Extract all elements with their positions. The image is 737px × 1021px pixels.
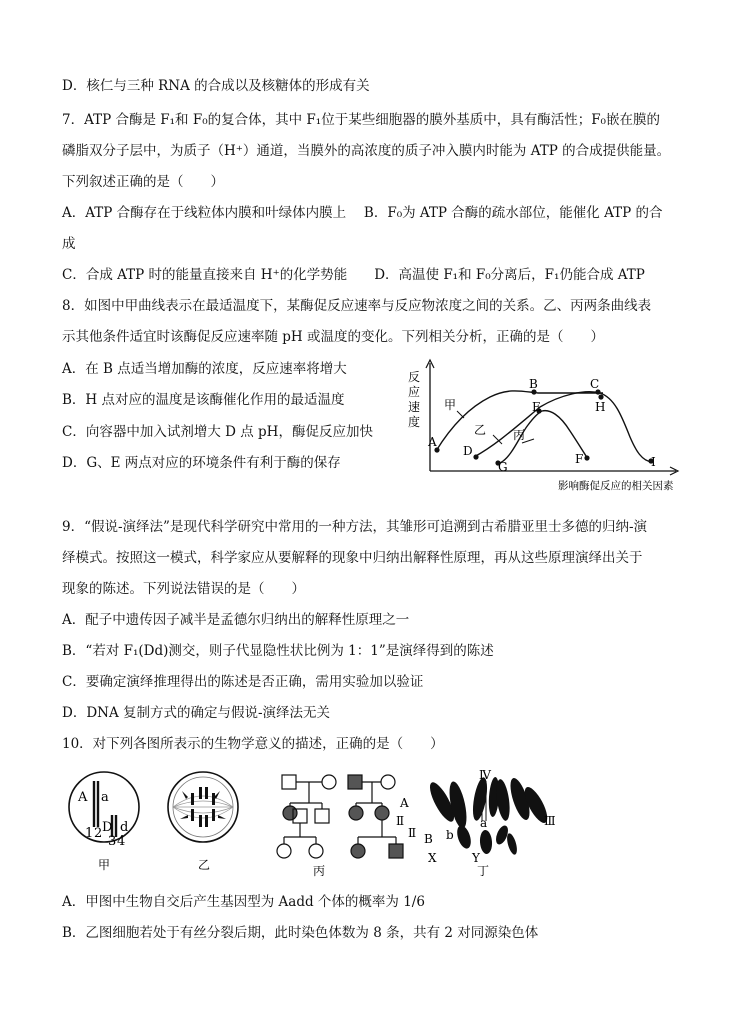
q10-option-b: B．乙图细胞若处于有丝分裂后期，此时染色体数为 8 条，共有 2 对同源染色体	[62, 925, 539, 941]
pedigree-affected-female	[283, 806, 297, 820]
y-label-char: 速	[408, 400, 421, 414]
allele-label: a	[101, 790, 109, 805]
pedigree-affected-female	[375, 806, 389, 820]
pedigree-affected-female	[349, 806, 363, 820]
pedigree-female	[381, 775, 395, 789]
point-d-dot	[473, 454, 478, 459]
y-label-char: 度	[408, 415, 421, 429]
point-label-d: D	[463, 444, 473, 458]
figure-caption-bing: 丙	[313, 864, 326, 878]
karyotype-label: b	[446, 828, 454, 842]
y-label-char: 应	[408, 385, 421, 399]
q8-stem-line-2: 示其他条件适宜时该酶促反应速率随 pH 或温度的变化。下列相关分析，正确的是（ ）	[62, 329, 604, 345]
q10-option-a: A．甲图中生物自交后产生基因型为 Aadd 个体的概率为 1/6	[62, 894, 425, 910]
graph-y-label	[408, 370, 420, 429]
enzyme-rate-graph	[400, 355, 690, 495]
leader-jia	[457, 411, 464, 418]
chromosome-number: 1	[85, 826, 94, 841]
allele-label: A	[78, 790, 88, 805]
q9-stem-line-2: 绎模式。按照这一模式，科学家应从要解释的现象中归纳出解释性原理，再从这些原理演绎出关于	[62, 550, 643, 566]
q9-option-a: A．配子中遗传因子减半是孟德尔归纳出的解释性原理之一	[62, 612, 410, 628]
karyotype-label: a	[480, 816, 488, 830]
q8-stem-line-1: 8．如图中甲曲线表示在最适温度下，某酶促反应速率与反应物浓度之间的关系。乙、丙两条曲线表	[62, 298, 652, 314]
point-label-f: F	[575, 452, 584, 466]
curve-label-jia: 甲	[444, 398, 457, 412]
q9-option-d: D．DNA 复制方式的确定与假说-演绎法无关	[62, 705, 331, 721]
point-f-dot	[584, 455, 589, 460]
allele-label: D	[102, 820, 113, 835]
pedigree-female	[309, 844, 323, 858]
pedigree-male	[282, 775, 296, 789]
pedigree-affected-female	[351, 844, 365, 858]
chromosome-number: 3	[108, 834, 117, 849]
figure-caption-yi: 乙	[198, 858, 211, 872]
q10-stem: 10．对下列各图所表示的生物学意义的描述，正确的是（ ）	[62, 736, 444, 752]
q8-option-d: D．G、E 两点对应的环境条件有利于酶的保存	[62, 455, 341, 471]
curve-yi	[474, 392, 652, 462]
q9-stem-line-3: 现象的陈述。下列说法错误的是（ ）	[62, 581, 305, 597]
q7-options-cd: C．合成 ATP 时的能量直接来自 H⁺的化学势能 D．高温使 F₁和 F₀分离后，F₁仍能合成 ATP	[62, 267, 645, 283]
pedigree-female	[277, 844, 291, 858]
figure-caption-jia: 甲	[98, 858, 111, 872]
karyotype-label: Ⅱ	[408, 826, 417, 840]
point-label-a: A	[428, 435, 437, 449]
q7-stem-line-3: 下列叙述正确的是（ ）	[62, 174, 224, 190]
y-label-char: 反	[408, 370, 421, 384]
figure-yi	[168, 772, 238, 872]
q9-option-b: B．“若对 F₁(Dd)测交，则子代显隐性状比例为 1：1”是演绎得到的陈述	[62, 643, 494, 659]
spindle-fibers	[173, 796, 233, 818]
point-label-e: E	[532, 400, 541, 414]
point-label-c: C	[590, 377, 600, 391]
pedigree-male	[315, 809, 329, 823]
figure-caption-ding: 丁	[477, 864, 490, 878]
point-label-h: H	[595, 400, 606, 414]
karyotype-label: X	[428, 851, 437, 865]
option-6d: D．核仁与三种 RNA 的合成以及核糖体的形成有关	[62, 78, 370, 94]
figure-jia	[69, 772, 139, 872]
karyotype-label: A	[400, 796, 409, 810]
q8-option-a: A．在 B 点适当增加酶的浓度，反应速率将增大	[62, 361, 347, 377]
chromosome-number: 4	[117, 834, 126, 849]
pedigree-female	[322, 775, 336, 789]
karyotype-chromosomes	[425, 776, 551, 856]
karyotype-label: B	[424, 832, 433, 846]
q9-option-c: C．要确定演绎推理得出的陈述是否正确，需用实验加以验证	[62, 674, 424, 690]
figure-bing-pedigree	[277, 775, 403, 858]
q9-stem-line-1: 9．“假说-演绎法”是现代科学研究中常用的一种方法，其雏形可追溯到古希腊亚里士多德的归纳-演	[62, 519, 648, 535]
q7-stem-line-1: 7．ATP 合酶是 F₁和 F₀的复合体，其中 F₁位于某些细胞器的膜外基质中，具有酶活性；F₀嵌在膜的	[62, 112, 660, 128]
pedigree-affected-male	[348, 775, 362, 789]
point-h-dot	[598, 394, 603, 399]
q8-option-c: C．向容器中加入试剂增大 D 点 pH，酶促反应加快	[62, 424, 373, 440]
pedigree-affected-male	[389, 844, 403, 858]
karyotype-label: Ⅲ	[544, 814, 556, 828]
point-label-g: G	[498, 460, 508, 474]
point-label-i: I	[651, 455, 656, 469]
point-label-b: B	[529, 377, 538, 391]
figure-ding-karyotype	[396, 768, 556, 878]
q7-options-ab-wrap: 成	[62, 236, 76, 252]
q8-option-b: B．H 点对应的温度是该酶催化作用的最适温度	[62, 392, 345, 408]
curve-label-yi: 乙	[474, 423, 487, 437]
chromosome-number: 2	[94, 826, 103, 841]
x-axis-label: 影响酶促反应的相关因素	[558, 480, 674, 492]
karyotype-label: Ⅳ	[479, 768, 491, 782]
q7-options-ab: A．ATP 合酶存在于线粒体内膜和叶绿体内膜上 B．F₀为 ATP 合酶的疏水部位，能催化 ATP 的合	[62, 205, 663, 221]
karyotype-label: Y	[472, 851, 480, 865]
q10-figures	[60, 765, 700, 885]
karyotype-label: Ⅱ	[396, 814, 405, 828]
allele-label: d	[120, 820, 129, 835]
curve-label-bing: 丙	[513, 428, 526, 442]
q7-stem-line-2: 磷脂双分子层中，为质子（H⁺）通道，当膜外的高浓度的质子冲入膜内时能为 ATP 的合成提供能量。	[62, 143, 671, 159]
